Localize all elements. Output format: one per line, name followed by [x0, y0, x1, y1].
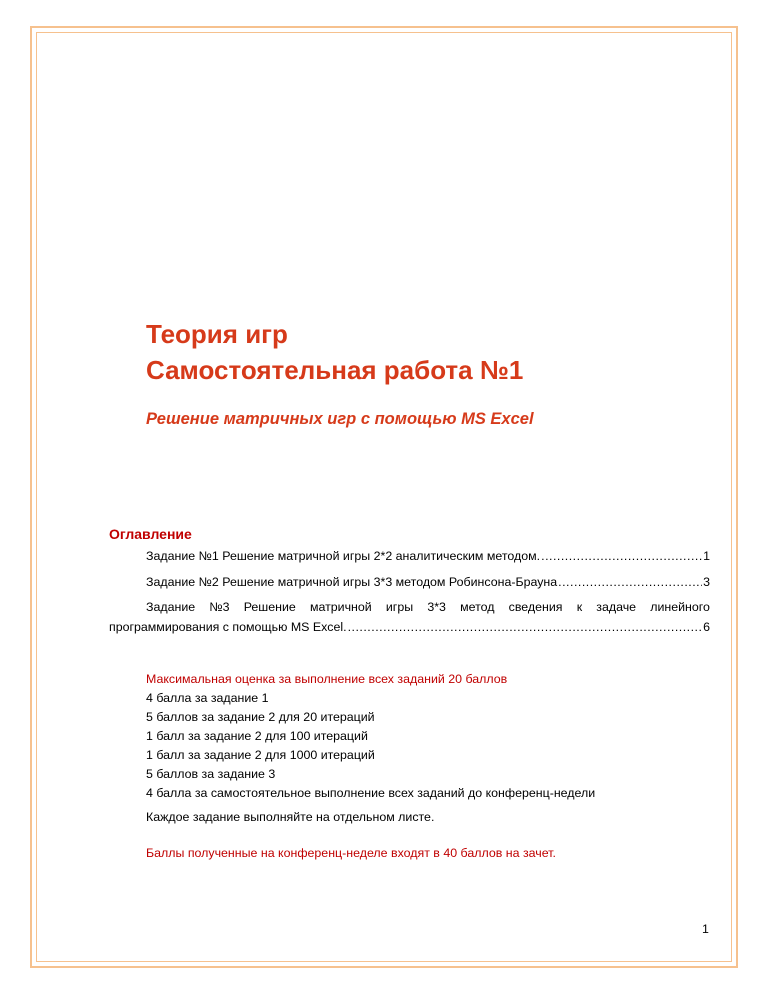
- page-number: 1: [702, 922, 709, 936]
- score-line: 4 балла за задание 1: [146, 691, 269, 705]
- toc-word: матричной: [309, 600, 372, 614]
- toc-word: Решение: [243, 600, 296, 614]
- score-line: 1 балл за задание 2 для 100 итераций: [146, 729, 368, 743]
- toc-entry-1[interactable]: [146, 546, 710, 566]
- toc-entry-page: 1: [703, 549, 710, 563]
- toc-word: Задание: [146, 600, 196, 614]
- score-line: 5 баллов за задание 2 для 20 итераций: [146, 710, 375, 724]
- title-block: [146, 316, 523, 388]
- toc-entry-text: программирования с помощью MS Excel.: [109, 620, 347, 634]
- toc-word: метод: [460, 600, 495, 614]
- toc-leader-dots: [558, 572, 702, 592]
- toc-word: №3: [209, 600, 230, 614]
- score-line: 5 баллов за задание 3: [146, 767, 276, 781]
- toc-heading: Оглавление: [109, 526, 192, 542]
- toc-entry-3-line-1[interactable]: [146, 597, 710, 617]
- toc-word: к: [576, 600, 583, 614]
- subtitle: Решение матричных игр с помощью MS Excel: [146, 410, 534, 428]
- max-score-line: Максимальная оценка за выполнение всех заданий 20 баллов: [146, 672, 508, 686]
- toc-entry-page: 3: [703, 575, 710, 589]
- toc-entry-3-line-2[interactable]: [109, 617, 710, 637]
- title-line-2: Самостоятельная работа №1: [146, 355, 524, 385]
- toc-entry-text: Задание №1 Решение матричной игры 2*2 аналитическим методом.: [146, 549, 541, 563]
- toc-entry-page: 6: [703, 620, 710, 634]
- toc-entry-2[interactable]: [146, 572, 710, 592]
- toc-word: сведения: [508, 600, 563, 614]
- toc-leader-dots: [541, 546, 702, 566]
- title-line-1: Теория игр: [146, 319, 288, 349]
- toc-word: 3*3: [427, 600, 446, 614]
- toc-word: игры: [385, 600, 414, 614]
- toc-leader-dots: [348, 617, 703, 637]
- score-line: 4 балла за самостоятельное выполнение всех заданий до конференц-недели: [146, 786, 596, 800]
- scores-block: [146, 670, 595, 803]
- score-line: 1 балл за задание 2 для 1000 итераций: [146, 748, 375, 762]
- instruction-note: Каждое задание выполняйте на отдельном листе.: [146, 810, 435, 824]
- toc-word: линейного: [650, 600, 710, 614]
- toc-word: задаче: [596, 600, 637, 614]
- credit-note: Баллы полученные на конференц-неделе входят в 40 баллов на зачет.: [146, 846, 556, 860]
- toc-entry-text: Задание №2 Решение матричной игры 3*3 методом Робинсона-Брауна: [146, 575, 558, 589]
